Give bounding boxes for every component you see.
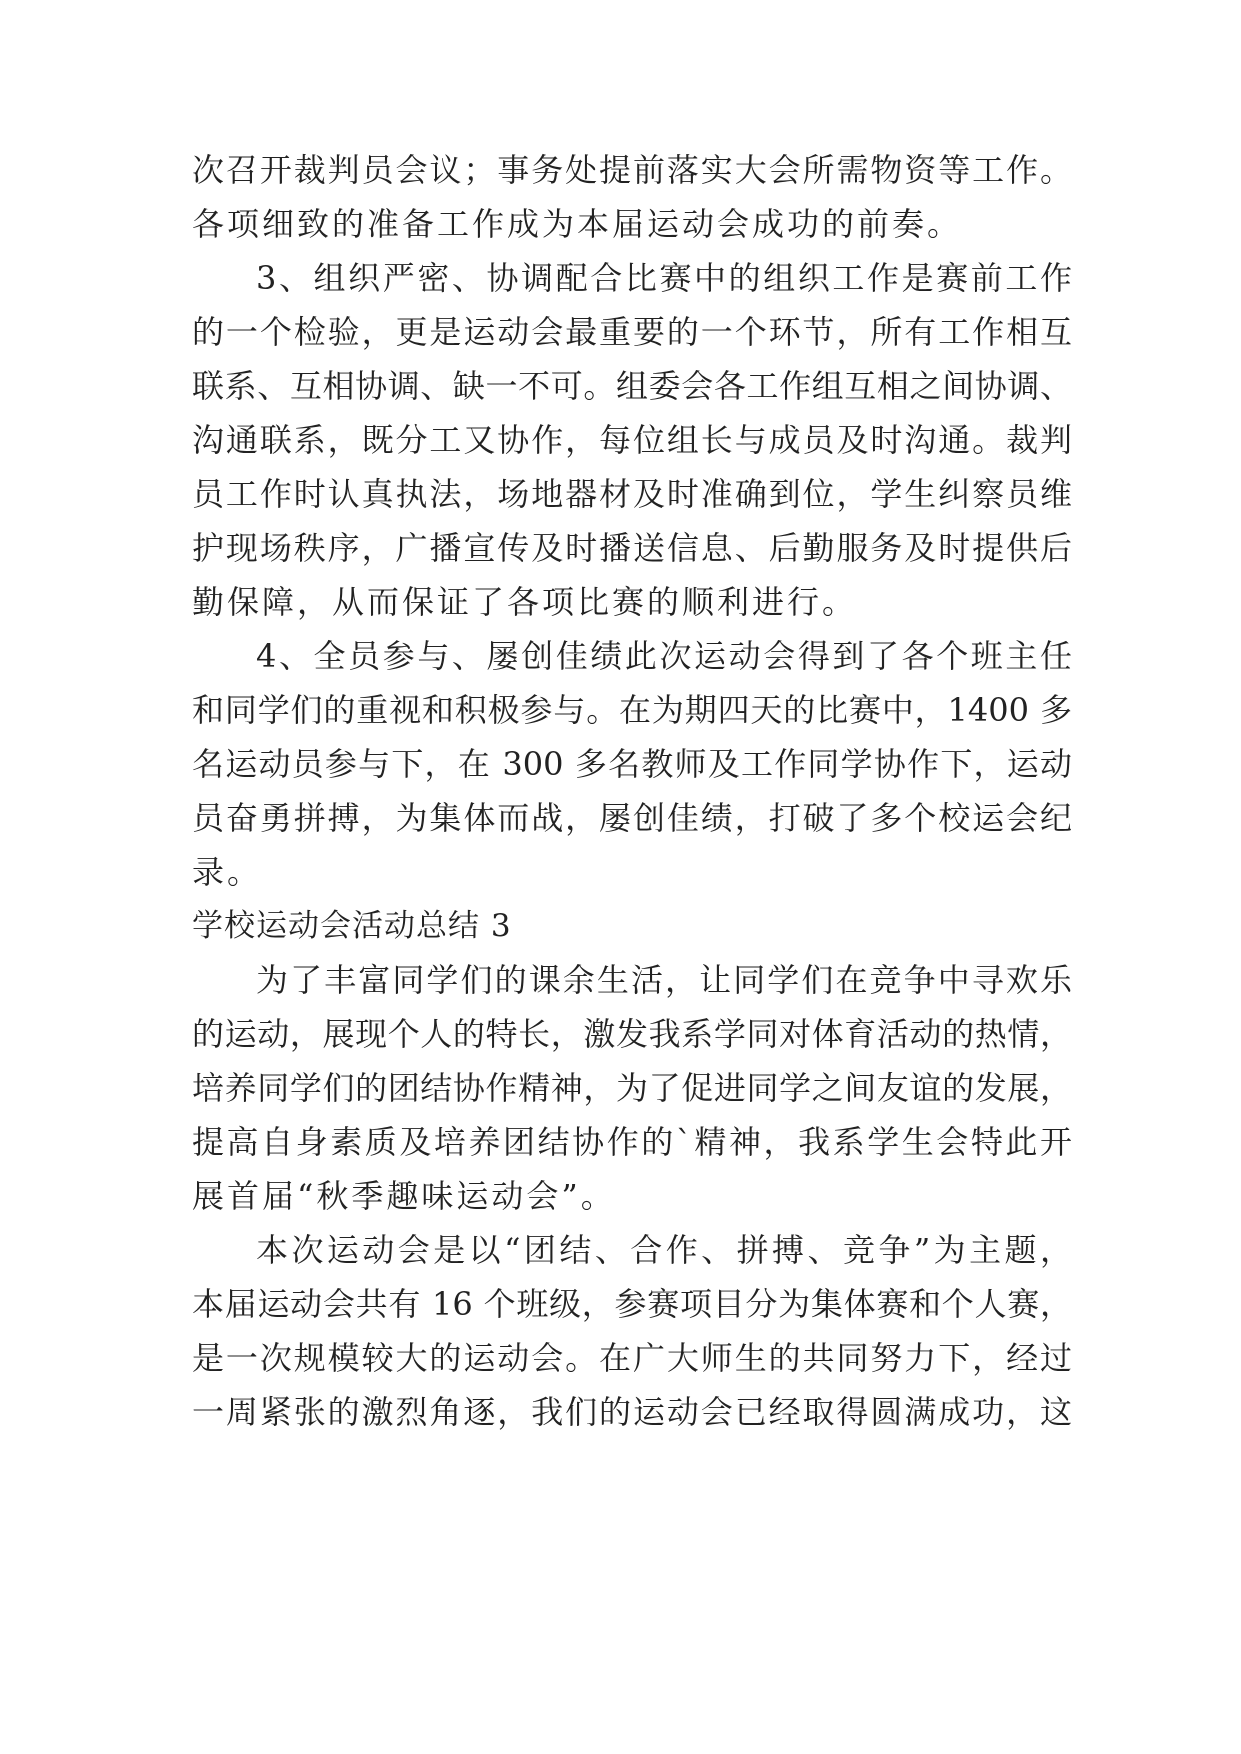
text-line: 联系、互相协调、缺一不可。组委会各工作组互相之间协调、 — [192, 367, 1072, 405]
text-line: 名运动员参与下，在 300 多名教师及工作同学协作下，运动 — [192, 745, 1072, 783]
text-line: 各项细致的准备工作成为本届运动会成功的前奏。 — [192, 205, 963, 243]
text-line: 次召开裁判员会议；事务处提前落实大会所需物资等工作。 — [192, 151, 1072, 189]
text-line: 录。 — [192, 853, 263, 891]
text-line: 护现场秩序，广播宣传及时播送信息、后勤服务及时提供后 — [192, 529, 1072, 567]
section-heading: 学校运动会活动总结 3 — [192, 908, 512, 944]
text-line: 的运动，展现个人的特长，激发我系学同对体育活动的热情， — [192, 1015, 1072, 1053]
text-line: 的一个检验，更是运动会最重要的一个环节，所有工作相互 — [192, 313, 1072, 351]
text-line: 本次运动会是以“团结、合作、拼搏、竞争”为主题， — [256, 1231, 1072, 1269]
text-line: 3、组织严密、协调配合比赛中的组织工作是赛前工作 — [256, 259, 1072, 297]
text-line: 员工作时认真执法，场地器材及时准确到位，学生纠察员维 — [192, 475, 1072, 513]
text-line: 提高自身素质及培养团结协作的`精神，我系学生会特此开 — [192, 1123, 1072, 1161]
text-line: 4、全员参与、屡创佳绩此次运动会得到了各个班主任 — [256, 637, 1072, 675]
text-line: 培养同学们的团结协作精神，为了促进同学之间友谊的发展， — [192, 1069, 1072, 1107]
text-line: 沟通联系，既分工又协作，每位组长与成员及时沟通。裁判 — [192, 421, 1072, 459]
text-line: 员奋勇拼搏，为集体而战，屡创佳绩，打破了多个校运会纪 — [192, 799, 1072, 837]
text-line: 和同学们的重视和积极参与。在为期四天的比赛中，1400 多 — [192, 691, 1072, 729]
text-line: 一周紧张的激烈角逐，我们的运动会已经取得圆满成功，这 — [192, 1393, 1072, 1431]
text-line: 是一次规模较大的运动会。在广大师生的共同努力下，经过 — [192, 1339, 1072, 1377]
text-line: 本届运动会共有 16 个班级，参赛项目分为集体赛和个人赛， — [192, 1285, 1072, 1323]
text-line: 为了丰富同学们的课余生活，让同学们在竞争中寻欢乐 — [256, 961, 1072, 999]
text-line: 展首届“秋季趣味运动会”。 — [192, 1177, 616, 1215]
text-line: 勤保障，从而保证了各项比赛的顺利进行。 — [192, 583, 858, 621]
